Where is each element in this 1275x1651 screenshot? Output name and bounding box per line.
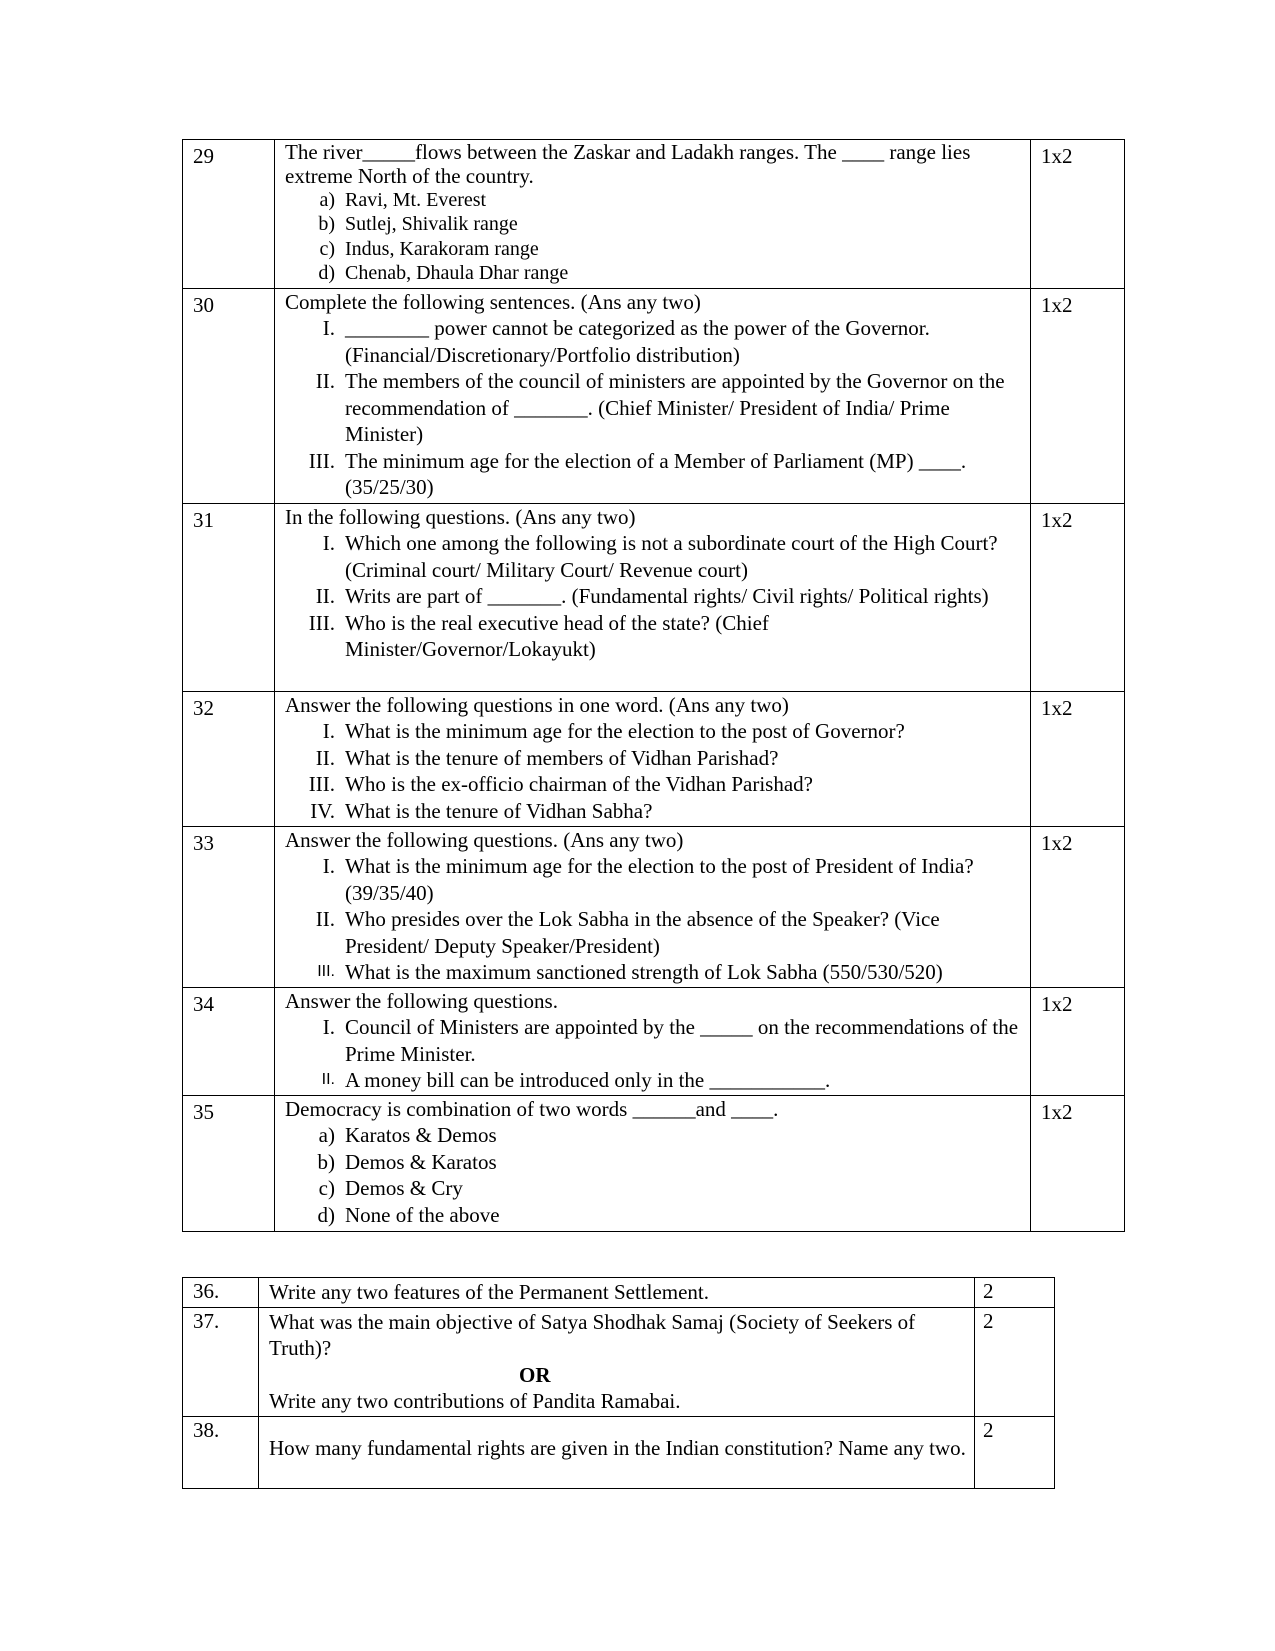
list-item: c) Demos & Cry — [318, 1176, 463, 1200]
list-item: III. Who is the real executive head of the state? (Chief Minister/Governor/Lokayukt) — [308, 610, 769, 661]
question-marks: 2 — [975, 1307, 1055, 1416]
question-text — [275, 289, 1031, 504]
table-row — [183, 692, 1125, 827]
table-row — [183, 827, 1125, 988]
list-item: a) Ravi, Mt. Everest — [319, 189, 487, 211]
list-item: II. The members of the council of ministers are appointed by the Governor on the recommendation of _______. (Chief Minister/ President of India/ Prime Minister) — [315, 369, 1005, 446]
question-text — [275, 827, 1031, 988]
list-item: II. Writs are part of _______. (Fundamental rights/ Civil rights/ Political rights) — [315, 584, 989, 608]
list-item: I. ________ power cannot be categorized as the power of the Governor. (Financial/Discretionary/Portfolio distribution) — [322, 316, 930, 367]
question-number: 38. — [183, 1416, 259, 1488]
question-intro: Answer the following questions. (Ans any two) — [285, 828, 684, 852]
question-text — [275, 988, 1031, 1096]
question-text — [259, 1307, 975, 1416]
questions-table-1 — [182, 139, 1125, 1232]
list-item: d) Chenab, Dhaula Dhar range — [318, 261, 569, 284]
list-item: III. The minimum age for the election of a Member of Parliament (MP) ____. (35/25/30) — [308, 448, 967, 499]
list-item: b) Demos & Karatos — [317, 1149, 497, 1174]
question-text — [275, 140, 1031, 289]
list-item: II. Who presides over the Lok Sabha in the absence of the Speaker? (Vice President/ Deputy Speaker/President) — [315, 907, 940, 958]
question-text — [275, 1096, 1031, 1232]
question-alternative: Write any two contributions of Pandita Ramabai. — [269, 1389, 681, 1413]
table-row — [183, 1278, 1055, 1308]
question-number: 33 — [183, 827, 275, 988]
table-row — [183, 1307, 1055, 1416]
question-marks: 2 — [975, 1278, 1055, 1308]
question-intro: The river_____flows between the Zaskar and Ladakh ranges. The ____ range lies extreme North of the country. — [285, 140, 971, 188]
list-item: III. Who is the ex-officio chairman of the Vidhan Parishad? — [308, 772, 813, 796]
question-marks: 1x2 — [1031, 692, 1125, 827]
list-item: a) Karatos & Demos — [318, 1123, 497, 1147]
list-item: I. What is the minimum age for the election to the post of Governor? — [322, 719, 905, 743]
question-number: 36. — [183, 1278, 259, 1308]
table-row — [183, 1096, 1125, 1232]
question-intro: Answer the following questions. — [285, 989, 558, 1013]
table-row — [183, 140, 1125, 289]
list-item: II. What is the tenure of members of Vidhan Parishad? — [315, 745, 779, 770]
list-item: b) Sutlej, Shivalik range — [318, 213, 518, 236]
question-text: Write any two features of the Permanent Settlement. — [259, 1278, 975, 1308]
question-marks: 1x2 — [1031, 289, 1125, 504]
question-number: 32 — [183, 692, 275, 827]
table-row — [183, 988, 1125, 1096]
question-number: 34 — [183, 988, 275, 1096]
list-item: I. Council of Ministers are appointed by the _____ on the recommendations of the Prime Minister. — [322, 1015, 1019, 1066]
question-number: 35 — [183, 1096, 275, 1232]
question-marks: 1x2 — [1031, 504, 1125, 692]
question-text — [275, 504, 1031, 692]
question-marks: 1x2 — [1031, 140, 1125, 289]
question-intro: In the following questions. (Ans any two) — [285, 505, 636, 529]
question-marks: 1x2 — [1031, 1096, 1125, 1232]
table-row — [183, 504, 1125, 692]
list-item: IV. What is the tenure of Vidhan Sabha? — [310, 798, 653, 823]
list-item: I. What is the minimum age for the election to the post of President of India? (39/35/40) — [322, 854, 974, 905]
or-separator: OR — [519, 1362, 551, 1387]
list-item: III. What is the maximum sanctioned strength of Lok Sabha (550/530/520) — [317, 960, 943, 984]
question-marks: 1x2 — [1031, 827, 1125, 988]
questions-table-2 — [182, 1277, 1055, 1489]
question-intro: Answer the following questions in one word. (Ans any two) — [285, 693, 789, 717]
list-item: I. Which one among the following is not a subordinate court of the High Court? (Criminal court/ Military Court/ Revenue court) — [322, 531, 998, 582]
list-item: II. A money bill can be introduced only in the ___________. — [321, 1068, 831, 1092]
question-number: 29 — [183, 140, 275, 289]
question-marks: 2 — [975, 1416, 1055, 1488]
list-item: d) None of the above — [317, 1202, 500, 1227]
question-main: How many fundamental rights are given in the Indian constitution? Name any two. — [269, 1435, 966, 1460]
table-row — [183, 1416, 1055, 1488]
question-number: 37. — [183, 1307, 259, 1416]
list-item: c) Indus, Karakoram range — [319, 237, 539, 260]
question-intro: Complete the following sentences. (Ans any two) — [285, 290, 701, 314]
question-text — [275, 692, 1031, 827]
question-intro: Democracy is combination of two words ______and ____. — [285, 1097, 779, 1121]
question-number: 31 — [183, 504, 275, 692]
question-number: 30 — [183, 289, 275, 504]
question-text — [259, 1416, 975, 1488]
question-main: What was the main objective of Satya Shodhak Samaj (Society of Seekers of Truth)? — [269, 1309, 916, 1360]
table-row — [183, 289, 1125, 504]
question-marks: 1x2 — [1031, 988, 1125, 1096]
